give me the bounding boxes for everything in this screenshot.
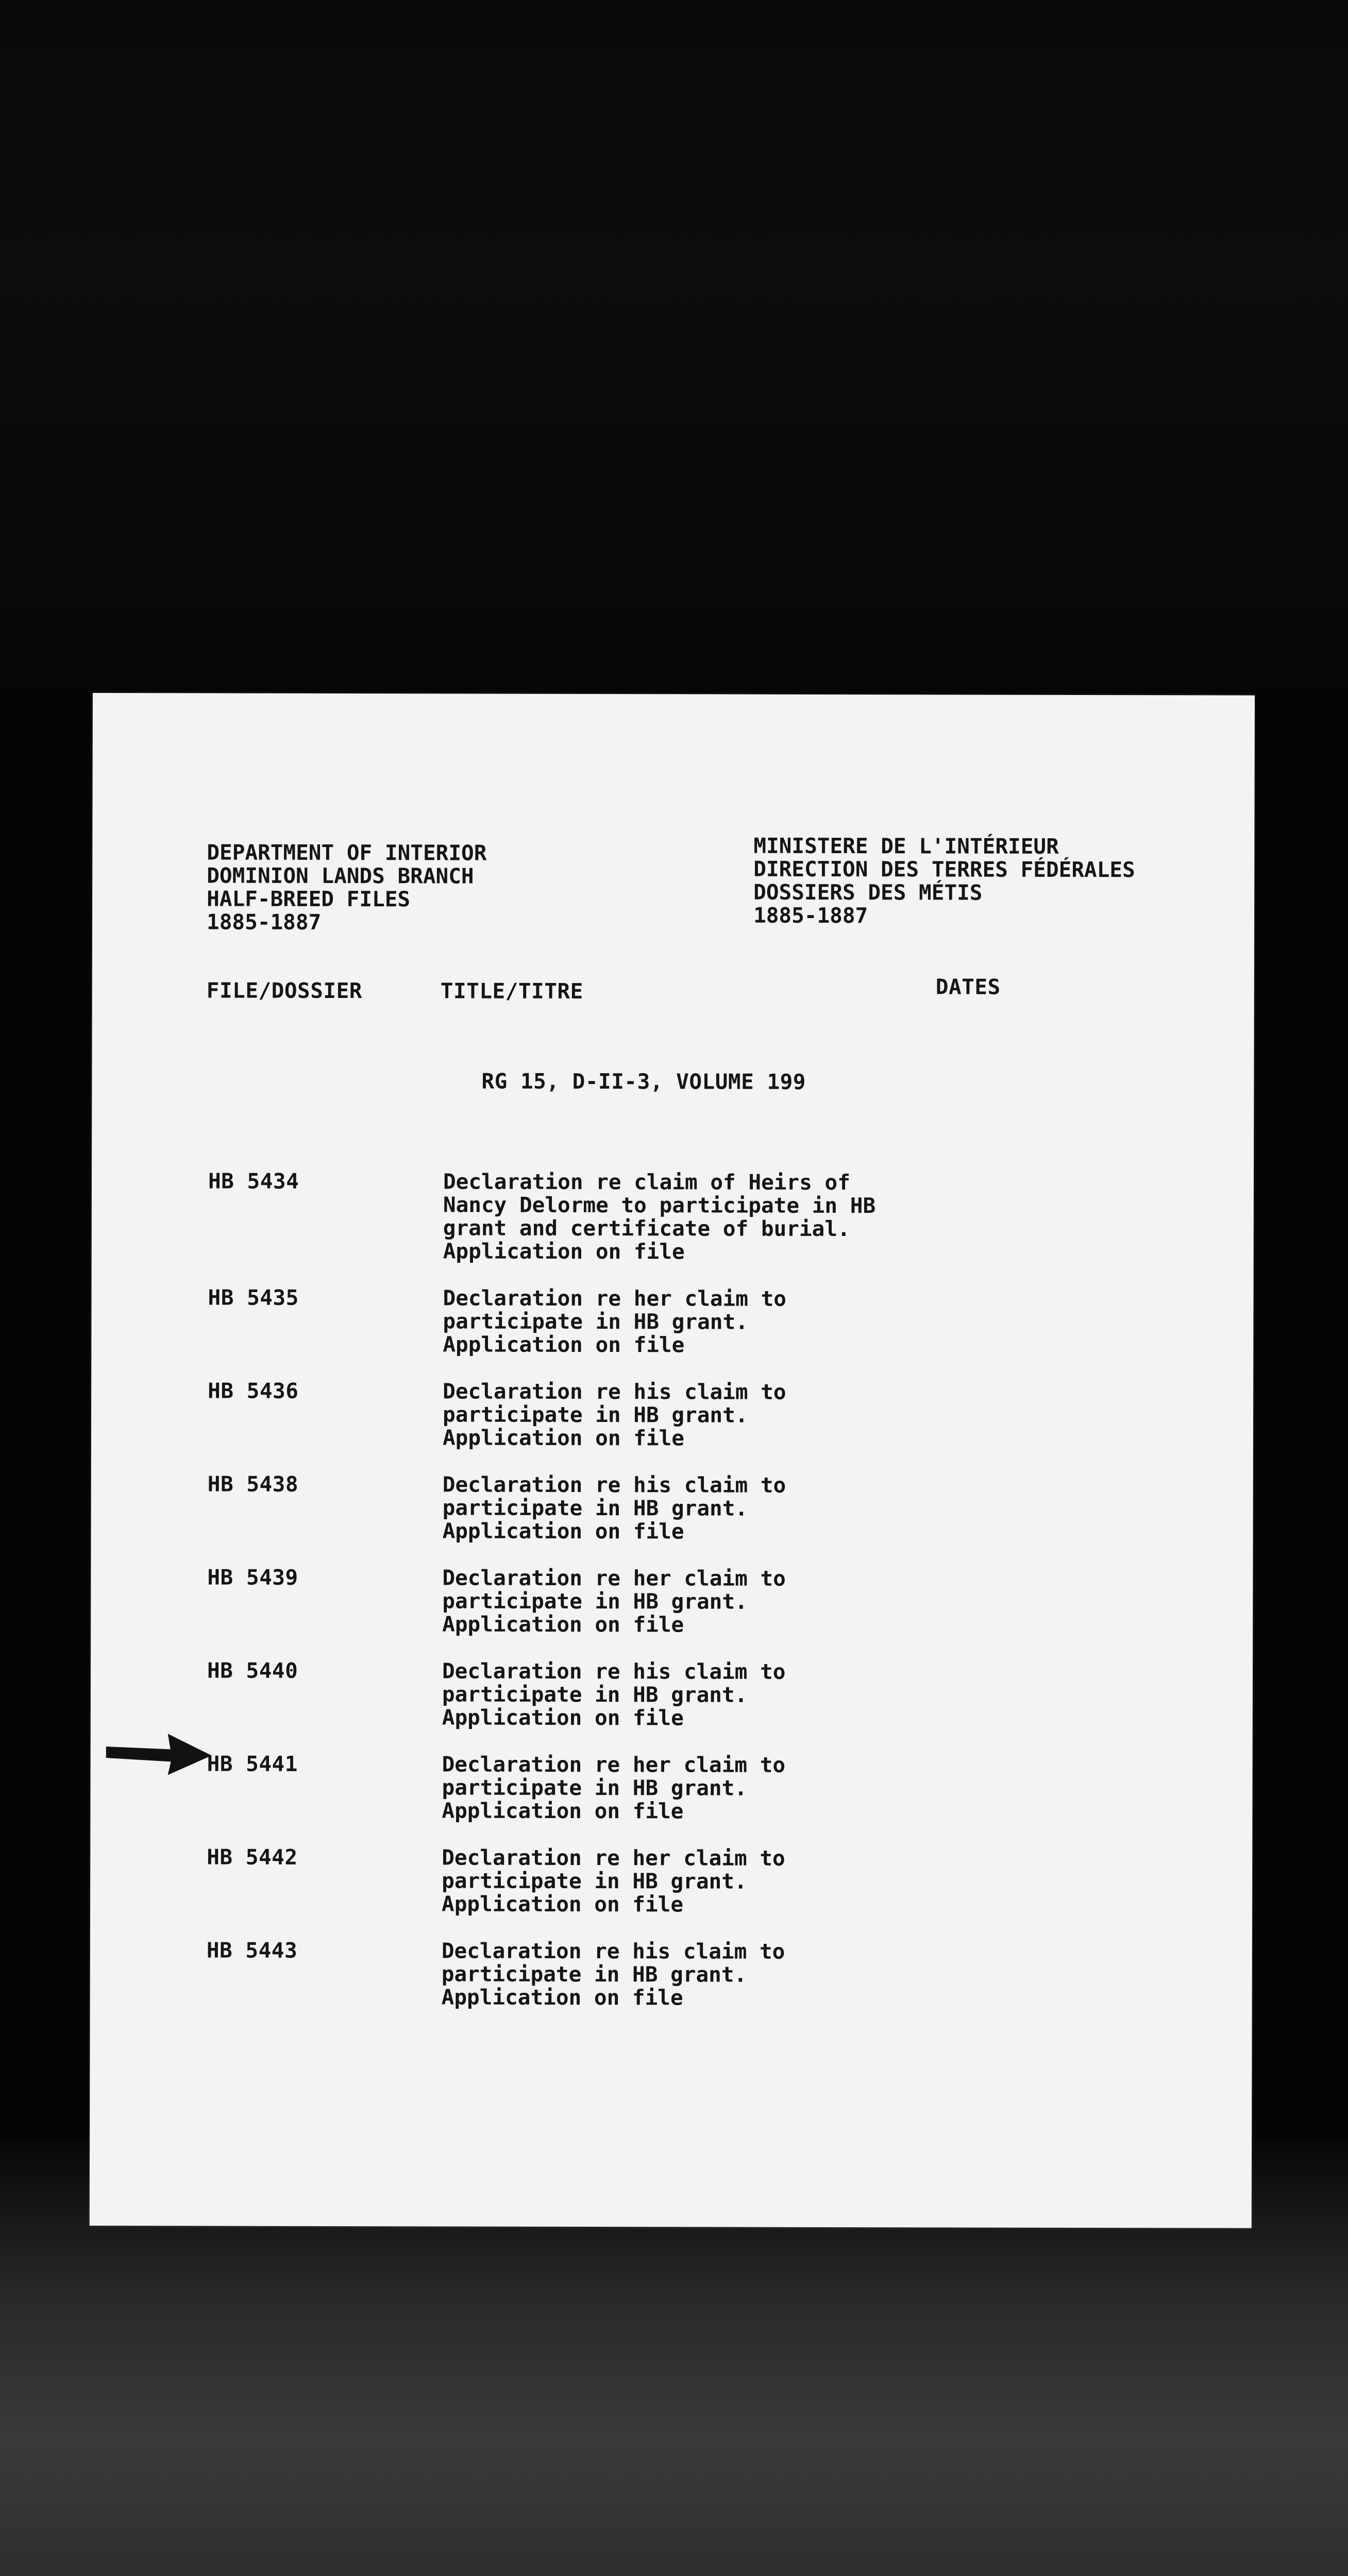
entry-description-line: participate in HB grant.	[443, 1402, 748, 1428]
entry-description	[443, 1380, 786, 1450]
header-right-line: MINISTERE DE L'INTÉRIEUR	[753, 833, 1059, 859]
entry-description-line: Declaration re her claim to	[442, 1565, 786, 1591]
entry-description-line: grant and certificate of burial.	[443, 1215, 850, 1242]
entry-description-line: Application on file	[441, 1985, 683, 2010]
entry-description-line: Declaration re her claim to	[442, 1752, 786, 1777]
entry-description-line: Application on file	[442, 1798, 684, 1824]
column-header-dates: DATES	[935, 974, 1001, 999]
entry-description-line: Declaration re his claim to	[442, 1658, 786, 1684]
header-right-line: 1885-1887	[753, 903, 868, 928]
entry-file-number: HB 5435	[208, 1285, 299, 1310]
entry-description	[443, 1473, 786, 1543]
entry-file-number: HB 5441	[207, 1751, 298, 1776]
entry-description-line: Application on file	[443, 1239, 685, 1264]
scanner-background-top	[0, 0, 1348, 690]
header-left	[207, 841, 486, 934]
entry-description-line: Nancy Delorme to participate in HB	[443, 1192, 876, 1218]
entry-description	[442, 1566, 786, 1636]
entry-description-line: Declaration re her claim to	[443, 1285, 787, 1311]
entry-description	[442, 1659, 786, 1730]
header-right-line: DIRECTION DES TERRES FÉDÉRALES	[753, 856, 1135, 883]
entry-description-line: Application on file	[442, 1891, 684, 1917]
entry-description	[443, 1170, 876, 1264]
header-right-line: DOSSIERS DES MÉTIS	[753, 879, 983, 905]
header-left-line: HALF-BREED FILES	[207, 886, 411, 912]
header-right	[753, 835, 1135, 928]
entry-description-line: Declaration re her claim to	[442, 1845, 785, 1871]
header-left-line: 1885-1887	[207, 909, 322, 935]
entry-file-number: HB 5438	[207, 1471, 299, 1497]
entry-description-line: participate in HB grant.	[442, 1775, 748, 1801]
entry-description-line: Application on file	[442, 1425, 685, 1451]
entry-file-number: HB 5439	[207, 1565, 298, 1590]
column-header-title: TITLE/TITRE	[440, 978, 583, 1004]
entry-description-line: Declaration re claim of Heirs of	[443, 1169, 850, 1195]
column-header-file: FILE/DOSSIER	[206, 978, 363, 1004]
entry-description-line: participate in HB grant.	[442, 1588, 748, 1614]
entry-description-line: Declaration re his claim to	[442, 1472, 786, 1498]
entry-description-line: participate in HB grant.	[442, 1495, 748, 1521]
entry-description-line: participate in HB grant.	[443, 1309, 748, 1334]
entry-file-number: HB 5434	[208, 1168, 299, 1194]
entry-description-line: Declaration re his claim to	[443, 1379, 786, 1404]
header-left-line: DEPARTMENT OF INTERIOR	[207, 840, 487, 866]
entry-file-number: HB 5442	[207, 1844, 298, 1870]
entry-description-line: participate in HB grant.	[442, 1868, 747, 1894]
entry-description-line: Declaration re his claim to	[441, 1938, 785, 1964]
entry-file-number: HB 5443	[206, 1938, 298, 1963]
entry-file-number: HB 5436	[208, 1378, 299, 1403]
entry-description-line: Application on file	[442, 1705, 684, 1731]
entry-description-line: Application on file	[442, 1612, 684, 1637]
entry-file-number: HB 5440	[207, 1658, 298, 1683]
entry-description-line: Application on file	[443, 1332, 685, 1358]
entry-description	[442, 1846, 785, 1916]
entry-description	[442, 1753, 785, 1823]
header-left-line: DOMINION LANDS BRANCH	[207, 863, 474, 889]
volume-reference: RG 15, D-II-3, VOLUME 199	[481, 1069, 806, 1094]
entry-description	[443, 1286, 786, 1357]
entry-description	[442, 1939, 785, 2009]
document-page	[90, 693, 1255, 2228]
entry-description-line: participate in HB grant.	[441, 1961, 747, 1987]
entry-description-line: Application on file	[442, 1518, 684, 1544]
arrow-right-icon	[106, 1730, 214, 1776]
entry-description-line: participate in HB grant.	[442, 1682, 748, 1707]
